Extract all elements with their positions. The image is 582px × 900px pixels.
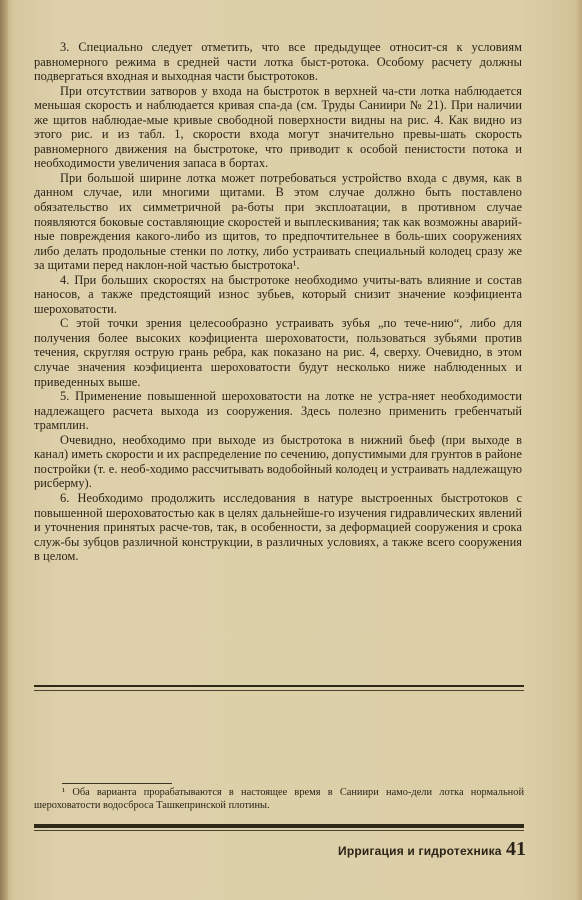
- paragraph-1: 3. Специально следует отметить, что все предыдущее относит-ся к условиям равномерного режима в средней части лотка быст-ротока. Особому расчету должны подвергаться входная и выходная части быстротоков.: [34, 40, 522, 84]
- paragraph-8: 6. Необходимо продолжить исследования в натуре выстроенных быстротоков с повышенной шероховатостью как в целях дальнейше-го изучения гидравлических явлений и уточнения принятых расче-тов, так, в особенности, за деформацией сооружения и срока служ-бы зубцов различной конструкции, в различных условиях, а также всего сооружения в целом.: [34, 490, 522, 564]
- section-rule-thin: [34, 690, 524, 691]
- footer-rule: [34, 824, 524, 828]
- footnote-rule: [62, 783, 172, 784]
- body-text: [34, 40, 522, 564]
- section-rule: [34, 685, 524, 687]
- running-head: Ирригация и гидротехника: [338, 844, 502, 858]
- paragraph-2: При отсутствии затворов у входа на быстроток в верхней ча-сти лотка наблюдается меньшая скорость и наблюдается кривая спа-да (см. Труды Саниири № 21). При наличии же щитов наблюдае-мые кривые свободной поверхности видны на рис. 4. Как видно из этого рис. и из табл. 1, скорости входа могут значительно превы-шать скорость равномерного движения на быстротоке, что приводит к особой пенистости потока и необходимости увеличения запаса в бортах.: [34, 83, 522, 171]
- footnote: ¹ Оба варианта прорабатываются в настоящее время в Саниири намо-дели лотка нормальной шероховатости водосброса Ташкепринской плотины.: [34, 787, 524, 811]
- footer-rule-thin: [34, 830, 524, 831]
- paragraph-6: 5. Применение повышенной шероховатости на лотке не устра-няет необходимости надлежащего расчета выхода из сооружения. Здесь полезно применить гребенчатый трамплин.: [34, 389, 522, 433]
- book-spine: [0, 0, 8, 900]
- paragraph-4: 4. При больших скоростях на быстротоке необходимо учиты-вать влияние и состав наносов, а также предстоящий износ зубьев, который снизит значение коэфициента шероховатости.: [34, 272, 522, 316]
- paragraph-7: Очевидно, необходимо при выходе из быстротока в нижний бьеф (при выходе в канал) иметь скорости и их распределение по сечению, допустимыми для грунтов в районе постройки (т. е. необ-ходимо рассчитывать водобойный колодец и устраивать надлежащую рисберму).: [34, 432, 522, 491]
- paragraph-3: При большой ширине лотка может потребоваться устройство входа с двумя, как в данном случае, или многими щитами. В этом случае должно быть поставлено обязательство их симметричной ра-боты при эксплоатации, в противном случае появляются боковые составляющие скоростей и выплескивания; так как возможны аварий-ные повреждения какого-либо из щитов, то предпочтительнее в боль-ших сооружениях либо делать продольные стенки по лотку, либо устраивать специальный колодец сразу же за щитами перед наклон-ной частью быстротока¹.: [34, 170, 522, 273]
- paragraph-5: С этой точки зрения целесообразно устраивать зубья „по тече-нию“, либо для получения более высоких коэфициента шероховатости, пользоваться зубьями против течения, скругляя острую грань ребра, как показано на рис. 4, сверху. Очевидно, в этом случае значения коэфициента шероховатости будут несколько ниже наблюденных и приведенных выше.: [34, 316, 522, 389]
- page-number: 41: [506, 838, 526, 860]
